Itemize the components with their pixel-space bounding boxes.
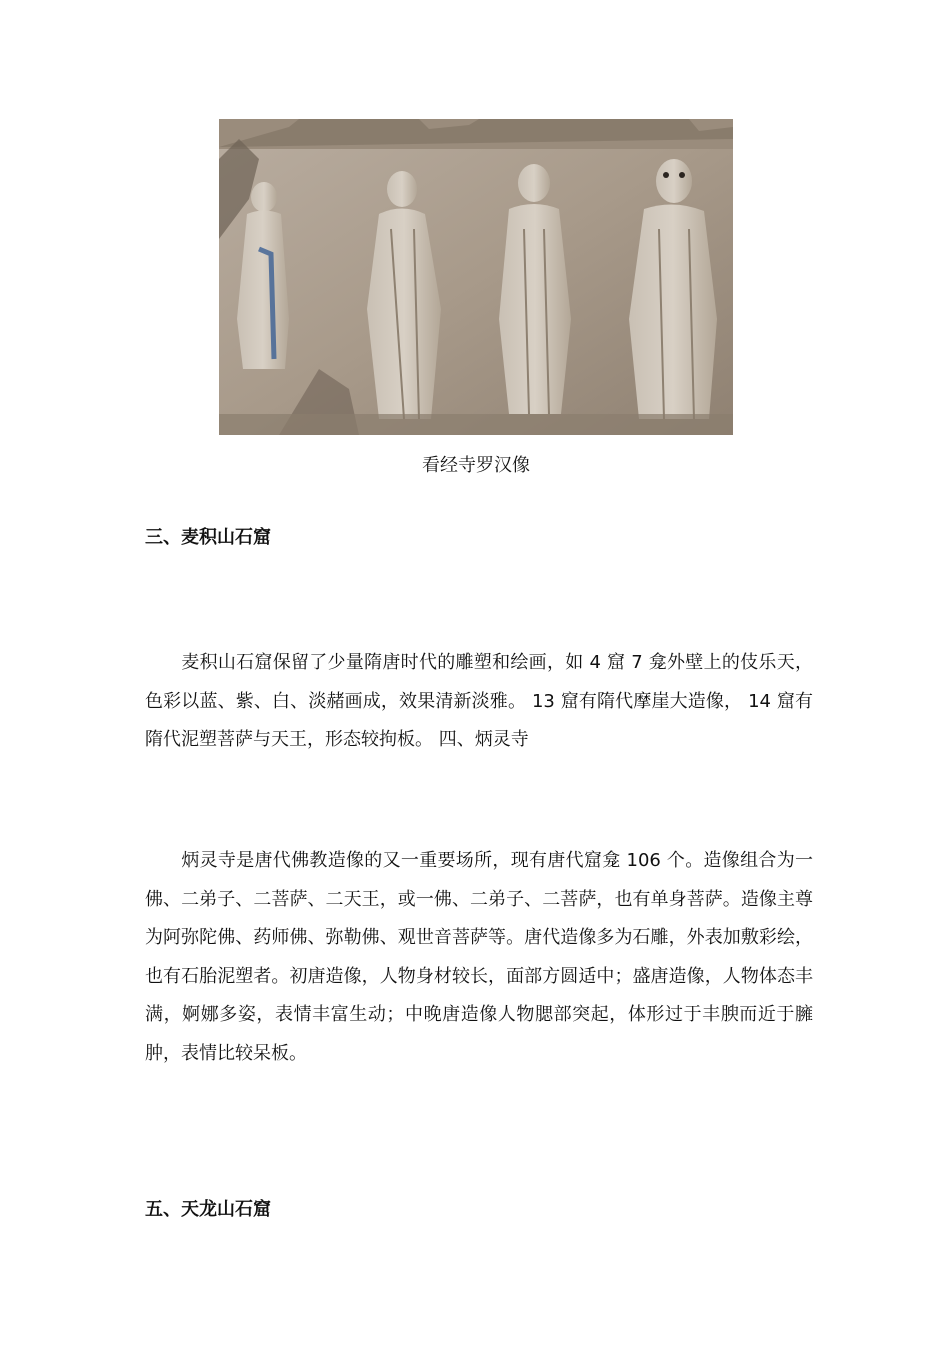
paragraph-binglingsi [145, 842, 813, 1073]
paragraph-binglingsi-text: 炳灵寺是唐代佛教造像的又一重要场所，现有唐代窟龛 106 个。造像组合为一佛、二弟子、二菩萨、二天王，或一佛、二弟子、二菩萨，也有单身菩萨。造像主尊为阿弥陀佛、药师佛、弥勒佛、观世音菩萨等。唐代造像多为石雕，外表加敷彩绘，也有石胎泥塑者。初唐造像，人物身材较长，面部方圆适中；盛唐造像，人物体态丰满，婀娜多姿，表情丰富生动；中晚唐造像人物腮部突起，体形过于丰腴而近于臃肿，表情比较呆板。 [145, 850, 813, 1064]
paragraph-maijishan-text: 麦积山石窟保留了少量隋唐时代的雕塑和绘画，如 4 窟 7 龛外壁上的伎乐天，色彩以蓝、紫、白、淡赭画成，效果清新淡雅。 13 窟有隋代摩崖大造像， 14 窟有隋代泥塑菩萨与天王，形态较拘板。 四、炳灵寺 [145, 652, 813, 750]
section-heading-maijishan: 三、麦积山石窟 [145, 527, 271, 548]
arhat-relief-photo [219, 119, 733, 435]
section-heading-tianlongshan: 五、天龙山石窟 [145, 1199, 271, 1220]
paragraph-maijishan [145, 644, 813, 760]
figure-caption: 看经寺罗汉像 [422, 455, 530, 476]
